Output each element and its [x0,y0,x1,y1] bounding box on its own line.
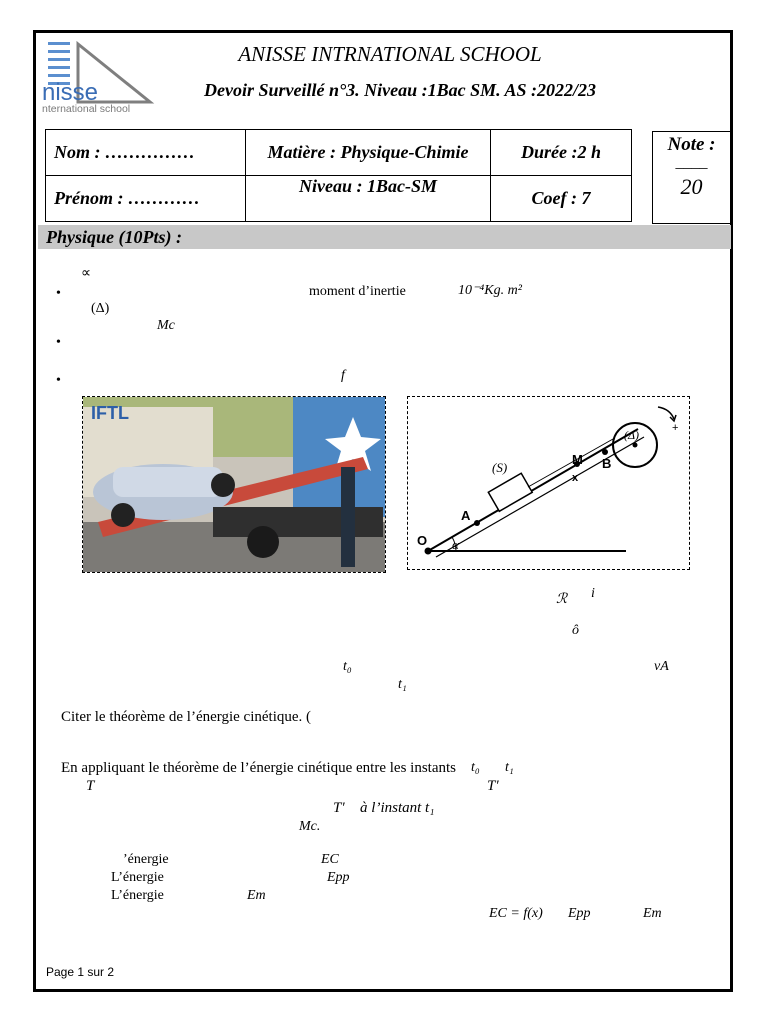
question-apply: En appliquant le théorème de l’énergie cinétique entre les instants [61,760,456,776]
info-table [45,129,632,222]
label-delta: (Δ) [624,428,640,442]
label-S: (S) [492,460,508,475]
inertia-value: 10⁻⁴Kg. m² [458,283,522,298]
epp-symbol-2: Epp [568,906,591,921]
section-physique: Physique (10Pts) : [38,225,731,249]
note-box [652,131,731,224]
matiere-field: Matière : Physique-Chimie [246,130,491,176]
em-symbol-2: Em [643,906,662,921]
school-logo [40,40,160,115]
ec-fx: EC = f(x) [489,906,543,921]
mc-symbol: Mc [157,318,175,333]
niveau-field: Niveau : 1Bac-SM [246,176,491,222]
prenom-field: Prénom : ………… [46,176,246,222]
school-name: ANISSE INTRNATIONAL SCHOOL [238,42,542,66]
f-vector: f⃗ [341,368,356,383]
em-symbol: Em [247,888,266,903]
logo-text: nisse [42,79,99,106]
bullet-3: • [56,373,61,388]
label-alpha: α [452,537,459,552]
coef-field: Coef : 7 [491,176,632,222]
nom-field: Nom : …………… [46,130,246,176]
note-max: 20 [680,174,703,199]
frame-r: ℛ [556,592,568,607]
apply-t1: t₁ [505,760,514,775]
moment-text: moment d’inertie [309,284,406,299]
energie-2: L’énergie [111,870,164,885]
question-cite: Citer le théorème de l’énergie cinétique. ( [61,709,312,725]
logo-subtext: nternational school [42,103,131,115]
va-symbol: vA [654,659,669,674]
bullet-2: • [56,335,61,350]
tow-truck-photo [82,396,386,573]
energie-3: L’énergie [111,888,164,903]
alpha-symbol: ∝ [81,266,92,281]
label-O: O [417,533,428,548]
label-A: A [461,508,471,523]
photo-brand: IFTL [91,403,129,423]
exam-title: Devoir Surveillé n°3. Niveau :1Bac SM. AS :2022/23 [203,80,597,100]
label-x: x [572,472,579,484]
ec-symbol: EC [321,852,339,867]
t1-symbol: t₁ [398,677,407,692]
i-vector: i⃗ [591,586,606,601]
t0-symbol: t₀ [343,659,352,674]
mc-symbol-2: Mc. [299,819,321,834]
o-hat: ô [572,623,579,638]
bullet-1: • [56,286,61,301]
tprime-line: T′⃗ à l’instant t₁ [333,800,435,816]
apply-t0: t₀ [471,760,480,775]
note-dash: ____ [675,154,708,171]
label-plus: + [672,422,679,434]
label-M: M [572,452,583,467]
inclined-plane-diagram [407,396,690,570]
delta-axis: (Δ) [91,301,110,316]
note-label: Note : [667,134,716,155]
energie-1: ’énergie [123,852,169,867]
label-B: B [602,456,612,471]
page-number: Page 1 sur 2 [46,965,115,979]
page-footer [46,965,114,979]
duree-field: Durée :2 h [491,130,632,176]
Tprime-vector: T′⃗ [487,778,511,794]
epp-symbol: Epp [327,870,350,885]
T-vector: T⃗ [86,778,107,794]
